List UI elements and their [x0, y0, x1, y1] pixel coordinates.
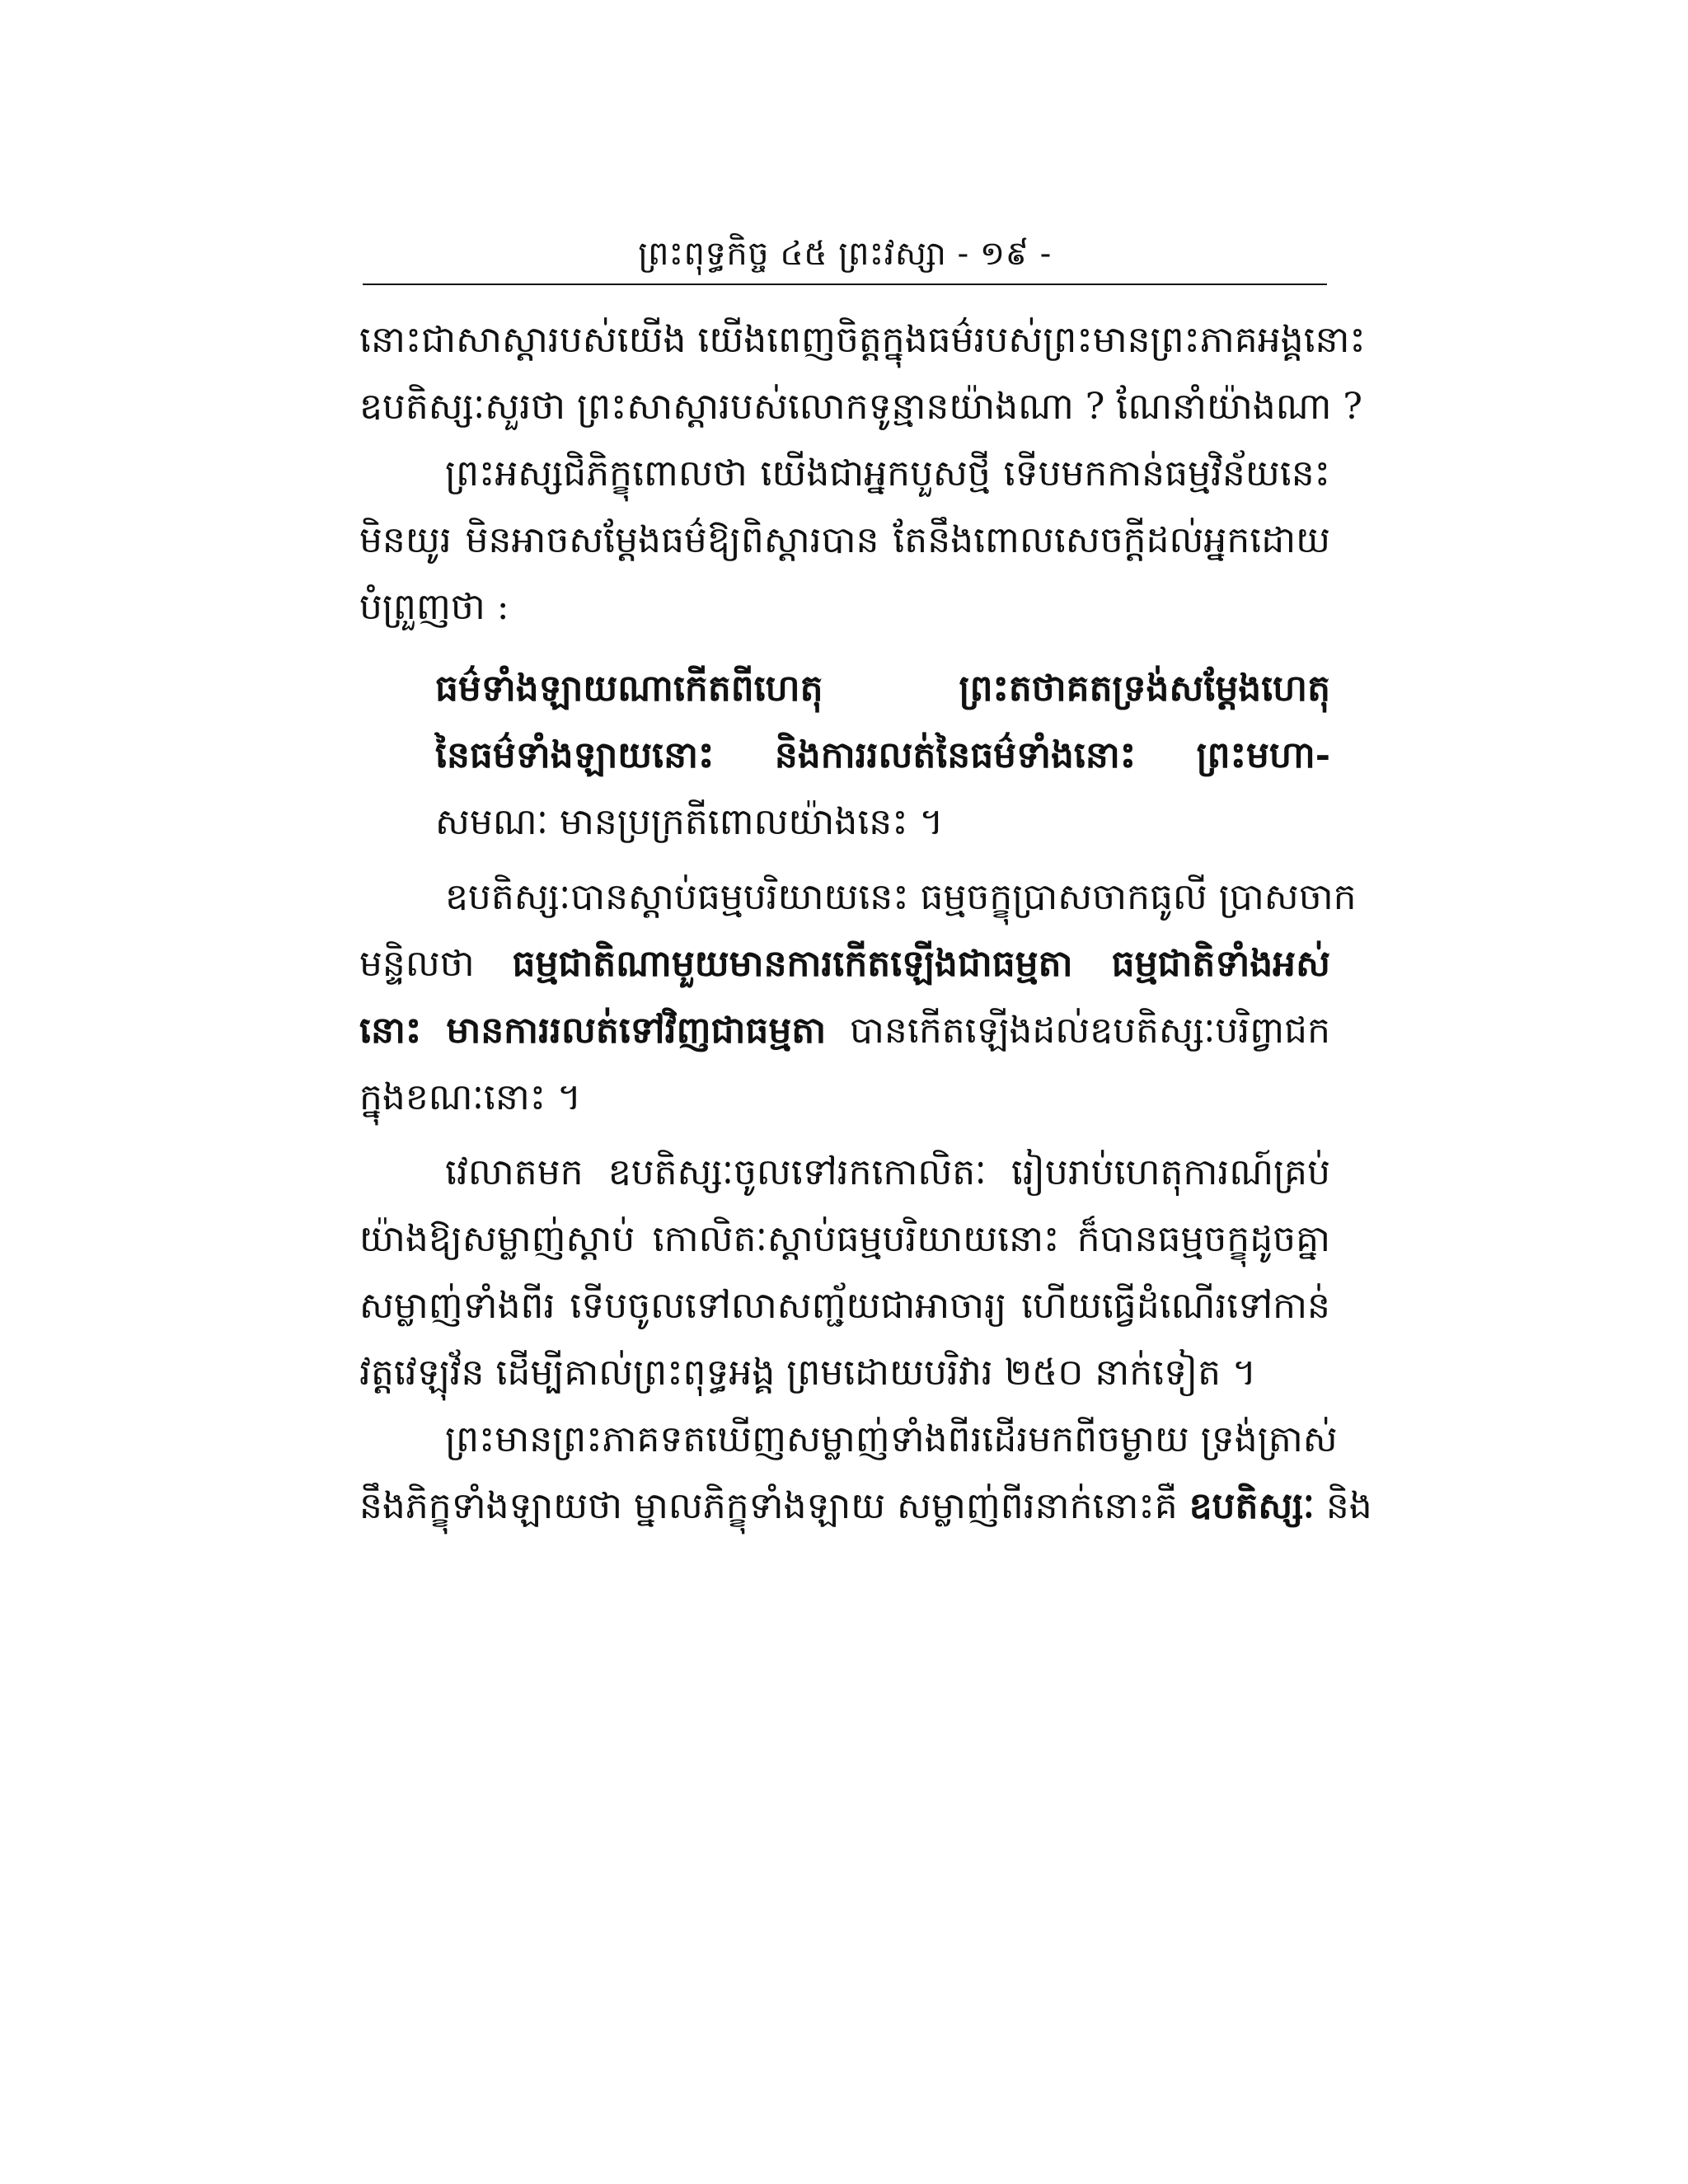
paragraph-start-line: ព្រះមានព្រះភាគទតឃើញសម្លាញ់ទាំងពីរដើរមកពីចម្ងាយ ទ្រង់ត្រាស់	[445, 1418, 1338, 1460]
text-line: សម្លាញ់ទាំងពីរ ទើបចូលទៅលាសញ្ជ័យជាអាចារ្យ ហើយធ្វើដំណើរទៅកាន់	[359, 1285, 1330, 1327]
text-line	[359, 1473, 1372, 1540]
text-run: បានកើតឡើងដល់ឧបតិស្សៈបរិព្វាជក	[826, 1010, 1331, 1052]
text-line	[359, 930, 1330, 997]
paragraph-start-line: វេលាតមក ឧបតិស្សៈចូលទៅរកកោលិតៈ រៀបរាប់ហេតុការណ៍គ្រប់	[445, 1151, 1330, 1193]
running-head: ព្រះពុទ្ធកិច្ច ៤៥ ព្រះវស្សា ‑ ១៩ ‑	[638, 235, 1052, 273]
body-text	[359, 307, 1372, 1540]
text-line: នោះជាសាស្តារបស់យើង យើងពេញចិត្តក្នុងធម៌របស់ព្រះមានព្រះភាគអង្គនោះ	[359, 319, 1366, 361]
text-line: មិនយូរ មិនអាចសម្តែងធម៌ឱ្យពិស្តារបាន តែនឹងពោលសេចក្តីដល់អ្នកដោយ	[359, 519, 1330, 561]
text-run: និង	[1314, 1485, 1372, 1527]
text-line: បំព្រួញថា :	[359, 586, 509, 628]
text-run: នឹងភិក្ខុទាំងឡាយថា ម្នាលភិក្ខុទាំងឡាយ សម្លាញ់ពីរនាក់នោះគឺ	[359, 1485, 1189, 1527]
text-line: ក្នុងខណៈនោះ ។	[359, 1076, 582, 1118]
header-rule	[363, 284, 1327, 285]
paragraph-start-line: ឧបតិស្សៈបានស្តាប់ធម្មបរិយាយនេះ ធម្មចក្ខុប្រាសចាកធូលី ប្រាសចាក	[445, 876, 1357, 918]
spacer	[359, 640, 1330, 655]
bold-text-run: នោះ មានការរលត់ទៅវិញជាធម្មតា	[359, 1010, 827, 1052]
quote-line: សមណៈ មានប្រក្រតីពោលយ៉ាងនេះ ។	[435, 801, 944, 843]
paragraph-start-line: ព្រះអស្សជិភិក្ខុពោលថា យើងជាអ្នកបួសថ្មី ទើបមកកាន់ធម្មវិន័យនេះ	[445, 452, 1330, 494]
text-line: យ៉ាងឱ្យសម្លាញ់ស្តាប់ កោលិតៈស្តាប់ធម្មបរិយាយនោះ ក៏បានធម្មចក្ខុដូចគ្នា	[359, 1218, 1330, 1260]
bold-text-run: ធម្មជាតិណាមួយមានការកើតឡើងជាធម្មតា ធម្មជាតិទាំងអស់	[512, 943, 1330, 985]
text-run: មន្ទិលថា	[359, 943, 513, 985]
spacer	[359, 1131, 1330, 1139]
text-line	[359, 997, 1330, 1064]
quote-line: ធម៌ទាំងឡាយណាកើតពីហេតុ ព្រះតថាគតទ្រង់សម្តែងហេតុ	[435, 668, 1330, 710]
bold-name: ឧបតិស្សៈ	[1189, 1485, 1315, 1527]
spacer	[359, 855, 1330, 864]
text-line: ឧបតិស្សៈសួរថា ព្រះសាស្តារបស់លោកទូន្មានយ៉ាងណា ? ណែនាំយ៉ាងណា ?	[359, 386, 1362, 428]
text-line: វត្តវេឡុវ័ន ដើម្បីគាល់ព្រះពុទ្ធអង្គ ព្រមដោយបរិវារ ២៥០ នាក់ទៀត ។	[359, 1352, 1257, 1394]
quote-line: នៃធម៌ទាំងឡាយនោះ និងការរលត់នៃធម៌ទាំងនោះ ព្រះមហា-	[435, 734, 1330, 776]
